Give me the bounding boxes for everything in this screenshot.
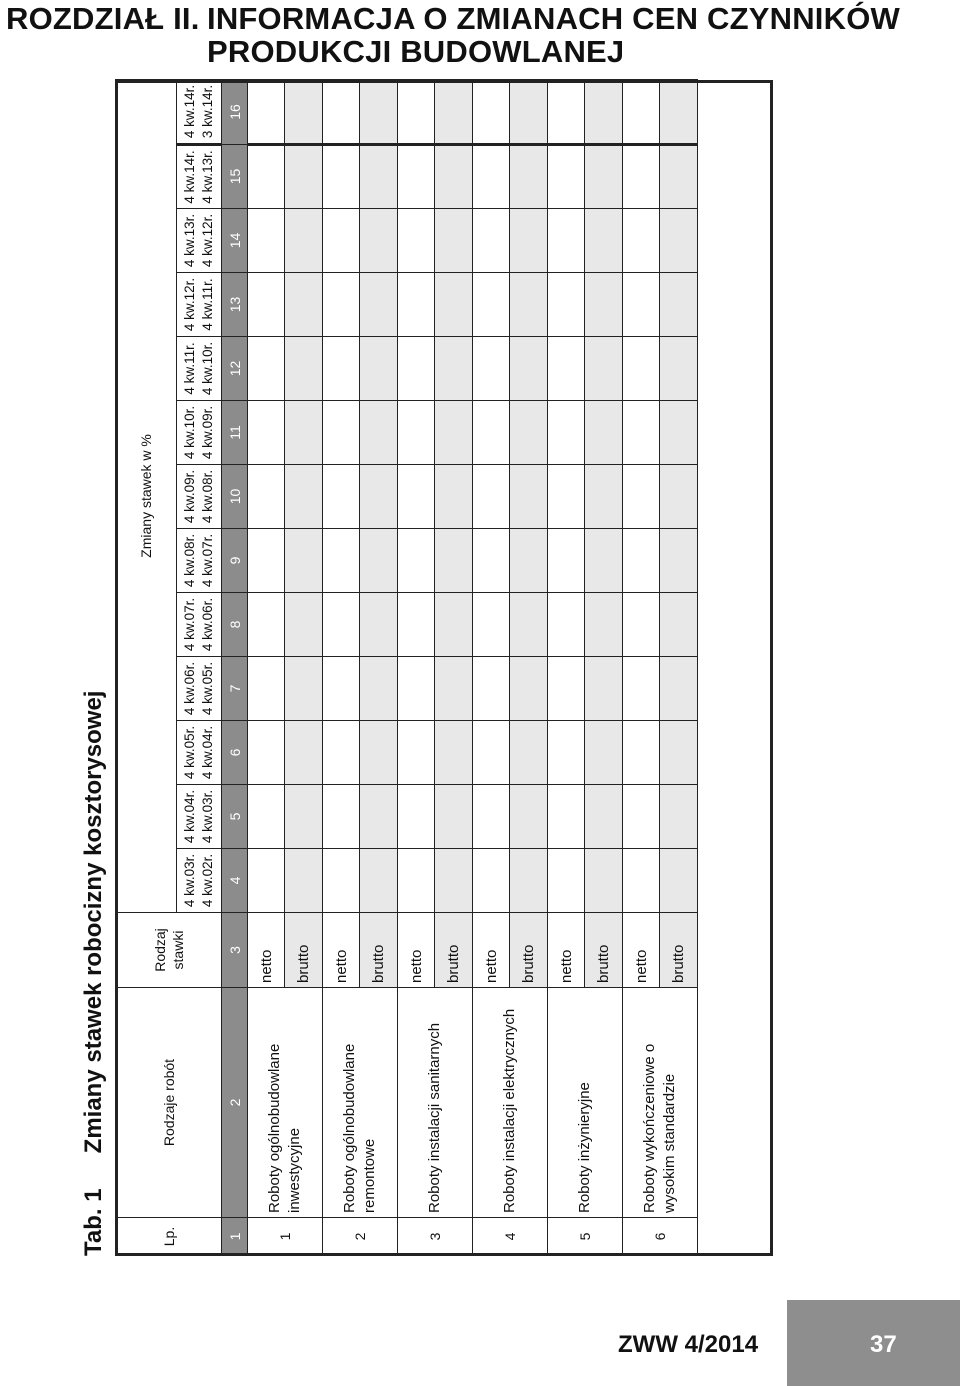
value-cell xyxy=(585,401,623,465)
table-row xyxy=(248,79,285,1255)
header-rodzaj-stawki: Rodzaj stawki xyxy=(116,913,222,988)
value-cell xyxy=(323,273,360,337)
value-cell xyxy=(585,849,623,913)
row-lp: 3 xyxy=(398,1218,473,1256)
value-cell xyxy=(248,145,285,209)
period-header xyxy=(177,273,222,337)
value-cell xyxy=(510,209,548,273)
value-cell xyxy=(660,593,698,657)
value-cell xyxy=(623,337,660,401)
value-cell xyxy=(435,721,473,785)
value-cell xyxy=(398,721,435,785)
row-work-type: Roboty wykończeniowe o wysokim standardzie xyxy=(623,988,698,1218)
value-cell xyxy=(623,145,660,209)
value-cell xyxy=(585,79,623,144)
value-cell xyxy=(398,465,435,529)
value-cell xyxy=(660,465,698,529)
value-cell xyxy=(473,79,510,144)
value-cell xyxy=(548,785,585,849)
value-cell xyxy=(623,785,660,849)
value-cell xyxy=(398,273,435,337)
value-cell xyxy=(248,593,285,657)
value-cell xyxy=(585,465,623,529)
value-cell xyxy=(285,209,323,273)
value-cell xyxy=(623,529,660,593)
period-current: 4 kw.14r. xyxy=(182,84,197,139)
value-cell xyxy=(248,657,285,721)
value-cell xyxy=(323,785,360,849)
column-number: 11 xyxy=(222,401,248,465)
value-cell xyxy=(510,529,548,593)
row-rate-kind: netto xyxy=(623,913,660,988)
column-number: 7 xyxy=(222,657,248,721)
period-current: 4 kw.10r. xyxy=(182,405,197,460)
value-cell xyxy=(660,721,698,785)
table-row xyxy=(323,79,360,1255)
value-cell xyxy=(248,785,285,849)
value-cell xyxy=(398,209,435,273)
value-cell xyxy=(660,145,698,209)
table-title: Zmiany stawek robocizny kosztorysowej xyxy=(80,690,107,1154)
period-current: 4 kw.08r. xyxy=(182,533,197,588)
header-row-top xyxy=(116,79,177,1255)
value-cell xyxy=(548,209,585,273)
value-cell xyxy=(323,337,360,401)
value-cell xyxy=(548,721,585,785)
period-header xyxy=(177,337,222,401)
value-cell xyxy=(285,273,323,337)
row-rate-kind: brutto xyxy=(435,913,473,988)
rotated-content xyxy=(75,76,775,1256)
value-cell xyxy=(623,209,660,273)
value-cell xyxy=(585,721,623,785)
table-row xyxy=(548,79,585,1255)
value-cell xyxy=(623,401,660,465)
value-cell xyxy=(435,849,473,913)
value-cell xyxy=(435,593,473,657)
row-lp: 1 xyxy=(248,1218,323,1256)
value-cell xyxy=(285,593,323,657)
value-cell xyxy=(548,657,585,721)
value-cell xyxy=(660,657,698,721)
value-cell xyxy=(548,849,585,913)
period-header xyxy=(177,593,222,657)
row-work-type: Roboty instalacji sanitarnych xyxy=(398,988,473,1218)
period-current: 4 kw.05r. xyxy=(182,725,197,780)
value-cell xyxy=(323,79,360,144)
period-header xyxy=(177,529,222,593)
value-cell xyxy=(360,209,398,273)
value-cell xyxy=(398,785,435,849)
value-cell xyxy=(285,785,323,849)
value-cell xyxy=(248,337,285,401)
value-cell xyxy=(323,529,360,593)
value-cell xyxy=(323,465,360,529)
period-base: 4 kw.08r. xyxy=(200,469,215,524)
row-rate-kind: brutto xyxy=(585,913,623,988)
value-cell xyxy=(285,79,323,144)
value-cell xyxy=(473,657,510,721)
column-number: 6 xyxy=(222,721,248,785)
value-cell xyxy=(360,657,398,721)
value-cell xyxy=(398,145,435,209)
column-number-row xyxy=(222,79,248,1255)
value-cell xyxy=(398,657,435,721)
value-cell xyxy=(548,273,585,337)
row-work-type: Roboty inżynieryjne xyxy=(548,988,623,1218)
value-cell xyxy=(623,79,660,144)
value-cell xyxy=(435,209,473,273)
period-base: 4 kw.09r. xyxy=(200,405,215,460)
period-base: 4 kw.13r. xyxy=(200,150,215,204)
value-cell xyxy=(398,337,435,401)
value-cell xyxy=(435,273,473,337)
value-cell xyxy=(548,401,585,465)
value-cell xyxy=(548,145,585,209)
value-cell xyxy=(248,721,285,785)
period-header xyxy=(177,401,222,465)
period-base: 4 kw.03r. xyxy=(200,789,215,844)
value-cell xyxy=(248,465,285,529)
value-cell xyxy=(473,785,510,849)
value-cell xyxy=(360,145,398,209)
value-cell xyxy=(510,657,548,721)
value-cell xyxy=(398,401,435,465)
value-cell xyxy=(585,273,623,337)
value-cell xyxy=(585,785,623,849)
value-cell xyxy=(585,529,623,593)
table-number: Tab. 1 xyxy=(80,1188,107,1256)
row-rate-kind: netto xyxy=(473,913,510,988)
value-cell xyxy=(323,209,360,273)
value-cell xyxy=(285,401,323,465)
value-cell xyxy=(285,657,323,721)
value-cell xyxy=(510,337,548,401)
period-base: 4 kw.04r. xyxy=(200,725,215,780)
value-cell xyxy=(248,529,285,593)
value-cell xyxy=(623,657,660,721)
value-cell xyxy=(323,593,360,657)
row-rate-kind: brutto xyxy=(360,913,398,988)
period-header xyxy=(177,657,222,721)
value-cell xyxy=(285,721,323,785)
header-zmiany: Zmiany stawek w % xyxy=(116,79,177,912)
column-number: 5 xyxy=(222,785,248,849)
period-current: 4 kw.04r. xyxy=(182,789,197,844)
row-rate-kind: brutto xyxy=(510,913,548,988)
period-header xyxy=(177,785,222,849)
value-cell xyxy=(623,465,660,529)
value-cell xyxy=(660,529,698,593)
value-cell xyxy=(473,337,510,401)
period-current: 4 kw.03r. xyxy=(182,853,197,908)
value-cell xyxy=(360,849,398,913)
row-work-type: Roboty ogólnobudowlane inwestycyjne xyxy=(248,988,323,1218)
value-cell xyxy=(285,337,323,401)
column-number: 14 xyxy=(222,209,248,273)
table-row xyxy=(473,79,510,1255)
value-cell xyxy=(473,465,510,529)
value-cell xyxy=(473,529,510,593)
value-cell xyxy=(473,721,510,785)
value-cell xyxy=(510,849,548,913)
value-cell xyxy=(510,721,548,785)
table-row xyxy=(623,79,660,1255)
column-number: 4 xyxy=(222,849,248,913)
row-rate-kind: brutto xyxy=(660,913,698,988)
value-cell xyxy=(548,529,585,593)
value-cell xyxy=(473,209,510,273)
value-cell xyxy=(548,593,585,657)
column-number: 1 xyxy=(222,1218,248,1256)
value-cell xyxy=(435,401,473,465)
header-rodzaje: Rodzaje robót xyxy=(116,988,222,1218)
period-header xyxy=(177,79,222,144)
value-cell xyxy=(435,529,473,593)
column-number: 10 xyxy=(222,465,248,529)
header-lp: Lp. xyxy=(116,1218,222,1256)
value-cell xyxy=(360,785,398,849)
value-cell xyxy=(623,721,660,785)
value-cell xyxy=(660,401,698,465)
value-cell xyxy=(548,337,585,401)
value-cell xyxy=(585,657,623,721)
period-header xyxy=(177,209,222,273)
value-cell xyxy=(398,849,435,913)
column-number: 16 xyxy=(222,79,248,144)
value-cell xyxy=(248,79,285,144)
column-number: 9 xyxy=(222,529,248,593)
period-current: 4 kw.06r. xyxy=(182,661,197,716)
value-cell xyxy=(510,465,548,529)
value-cell xyxy=(435,79,473,144)
table-row xyxy=(398,79,435,1255)
value-cell xyxy=(510,273,548,337)
value-cell xyxy=(473,273,510,337)
table-caption xyxy=(75,691,113,1256)
chapter-title: INFORMACJA O ZMIANACH CEN CZYNNIKÓW PRODUKCJI BUDOWLANEJ xyxy=(207,1,900,69)
period-header xyxy=(177,145,222,209)
value-cell xyxy=(323,721,360,785)
period-base: 4 kw.10r. xyxy=(200,341,215,396)
footer-band xyxy=(0,1300,960,1386)
value-cell xyxy=(473,593,510,657)
page-number: 37 xyxy=(870,1331,897,1358)
value-cell xyxy=(623,849,660,913)
column-number: 2 xyxy=(222,988,248,1218)
value-cell xyxy=(510,785,548,849)
value-cell xyxy=(360,79,398,144)
value-cell xyxy=(360,593,398,657)
period-current: 4 kw.14r. xyxy=(182,150,197,204)
period-base: 4 kw.02r. xyxy=(200,853,215,908)
chapter-label: ROZDZIAŁ II. xyxy=(6,1,200,36)
column-number: 15 xyxy=(222,145,248,209)
value-cell xyxy=(585,337,623,401)
period-base: 3 kw.14r. xyxy=(200,84,215,139)
value-cell xyxy=(510,79,548,144)
value-cell xyxy=(248,849,285,913)
value-cell xyxy=(473,145,510,209)
row-rate-kind: netto xyxy=(323,913,360,988)
row-lp: 6 xyxy=(623,1218,698,1256)
value-cell xyxy=(548,79,585,144)
row-rate-kind: brutto xyxy=(285,913,323,988)
value-cell xyxy=(623,593,660,657)
row-work-type: Roboty instalacji elektrycznych xyxy=(473,988,548,1218)
value-cell xyxy=(435,465,473,529)
column-number: 3 xyxy=(222,913,248,988)
period-current: 4 kw.07r. xyxy=(182,597,197,652)
rotated-table-area xyxy=(75,76,775,1256)
value-cell xyxy=(473,401,510,465)
value-cell xyxy=(285,145,323,209)
value-cell xyxy=(435,785,473,849)
value-cell xyxy=(248,273,285,337)
value-cell xyxy=(323,657,360,721)
value-cell xyxy=(248,209,285,273)
period-current: 4 kw.11r. xyxy=(182,342,197,395)
row-rate-kind: netto xyxy=(248,913,285,988)
value-cell xyxy=(323,145,360,209)
value-cell xyxy=(360,337,398,401)
rates-table xyxy=(115,79,698,1256)
value-cell xyxy=(510,593,548,657)
value-cell xyxy=(398,593,435,657)
row-work-type: Roboty ogólnobudowlane remontowe xyxy=(323,988,398,1218)
column-number: 13 xyxy=(222,273,248,337)
value-cell xyxy=(510,145,548,209)
row-rate-kind: netto xyxy=(398,913,435,988)
row-rate-kind: netto xyxy=(548,913,585,988)
value-cell xyxy=(510,401,548,465)
value-cell xyxy=(660,209,698,273)
value-cell xyxy=(285,529,323,593)
period-base: 4 kw.11r. xyxy=(200,278,215,331)
value-cell xyxy=(435,657,473,721)
value-cell xyxy=(473,849,510,913)
value-cell xyxy=(398,79,435,144)
period-current: 4 kw.12r. xyxy=(182,277,197,332)
value-cell xyxy=(323,849,360,913)
column-number: 12 xyxy=(222,337,248,401)
value-cell xyxy=(660,785,698,849)
value-cell xyxy=(435,145,473,209)
period-base: 4 kw.07r. xyxy=(200,533,215,588)
period-current: 4 kw.13r. xyxy=(182,213,197,268)
value-cell xyxy=(548,465,585,529)
column-number: 8 xyxy=(222,593,248,657)
period-base: 4 kw.05r. xyxy=(200,661,215,716)
journal-issue: ZWW 4/2014 xyxy=(618,1331,759,1358)
value-cell xyxy=(585,593,623,657)
period-header xyxy=(177,721,222,785)
value-cell xyxy=(360,465,398,529)
value-cell xyxy=(360,529,398,593)
value-cell xyxy=(623,273,660,337)
value-cell xyxy=(285,849,323,913)
value-cell xyxy=(398,529,435,593)
period-base: 4 kw.12r. xyxy=(200,213,215,268)
value-cell xyxy=(435,337,473,401)
period-header xyxy=(177,465,222,529)
value-cell xyxy=(660,79,698,144)
period-current: 4 kw.09r. xyxy=(182,469,197,524)
value-cell xyxy=(585,209,623,273)
row-lp: 4 xyxy=(473,1218,548,1256)
value-cell xyxy=(660,273,698,337)
value-cell xyxy=(248,401,285,465)
value-cell xyxy=(285,465,323,529)
row-lp: 2 xyxy=(323,1218,398,1256)
value-cell xyxy=(660,337,698,401)
value-cell xyxy=(323,401,360,465)
value-cell xyxy=(360,273,398,337)
value-cell xyxy=(585,145,623,209)
value-cell xyxy=(360,401,398,465)
value-cell xyxy=(360,721,398,785)
period-header xyxy=(177,849,222,913)
value-cell xyxy=(660,849,698,913)
row-lp: 5 xyxy=(548,1218,623,1256)
period-base: 4 kw.06r. xyxy=(200,597,215,652)
